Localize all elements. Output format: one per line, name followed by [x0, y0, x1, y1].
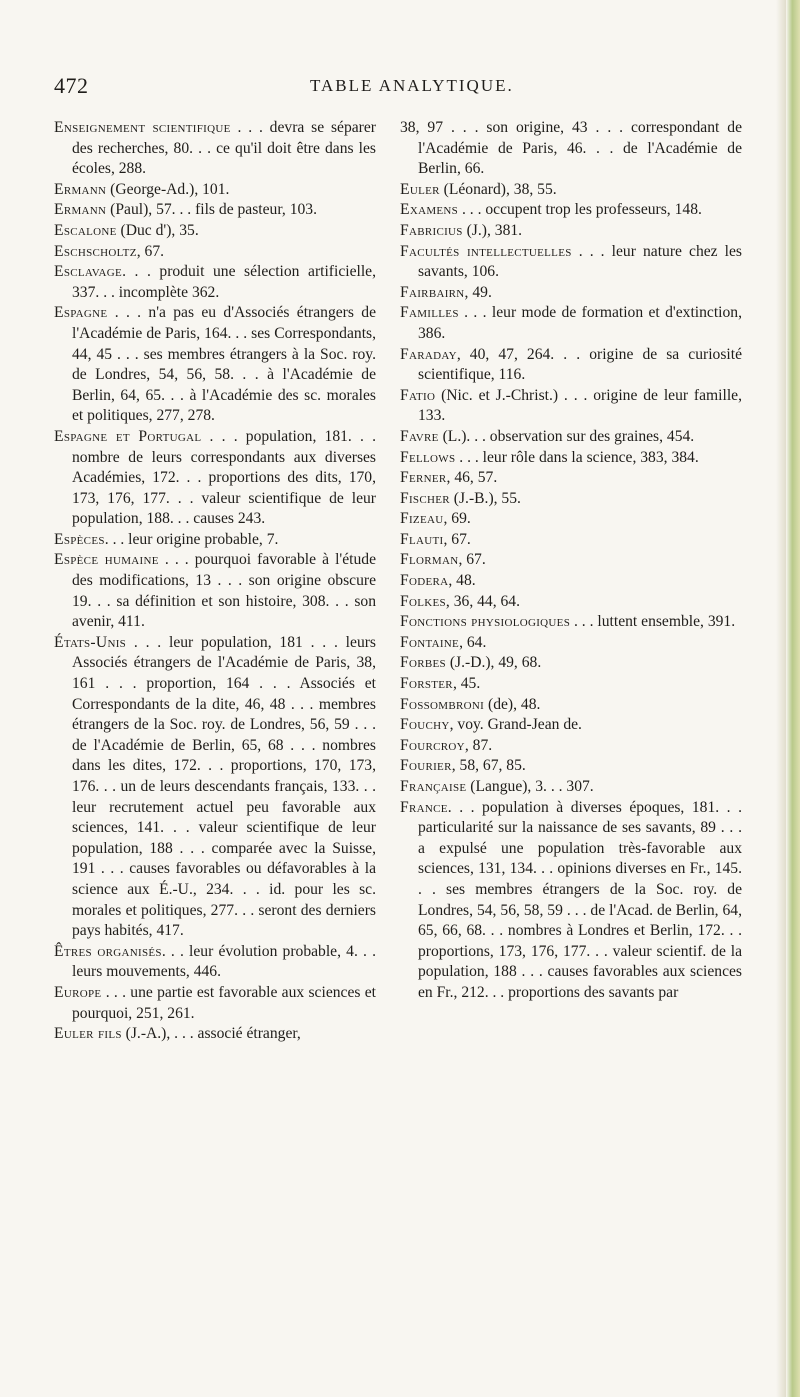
entry-text: (Léonard), 38, 55. [439, 180, 557, 198]
index-entry [400, 777, 742, 798]
index-entry [400, 180, 742, 201]
entry-text: (George-Ad.), 101. [106, 180, 230, 198]
entry-headword: Forbes [400, 654, 446, 672]
index-entry [400, 489, 742, 510]
index-entry [400, 448, 742, 469]
index-entry [400, 118, 742, 180]
index-entry [400, 695, 742, 716]
index-entry [400, 221, 742, 242]
index-entry [400, 530, 742, 551]
entry-headword: Fourcroy [400, 736, 465, 754]
index-entry [54, 262, 376, 303]
entry-headword: Familles [400, 304, 459, 322]
entry-text: , 67. [458, 551, 486, 569]
entry-headword: Êtres organisés [54, 942, 162, 960]
entry-headword: Esclavage [54, 263, 123, 281]
entry-text: . . . leur rôle dans la science, 383, 384. [455, 448, 699, 466]
index-entry [400, 736, 742, 757]
page-header [40, 73, 780, 103]
entry-headword: Euler [400, 180, 440, 198]
entry-text: . . . n'a pas eu d'Associés étrangers de l'Académie de Paris, 164. . . ses Correspondants, 44, 45 . . . ses membres étrangers à la Soc. roy. de Londres, 54, 56, 58. . . à l'Académie de Berlin, 64, 65. . . à l'Académie des sc. morales et politiques, 277, 278. [72, 304, 376, 425]
entry-text: 38, 97 . . . son origine, 43 . . . correspondant de l'Académie de Paris, 46. . . de l'Académie de Berlin, 66. [400, 119, 742, 178]
index-entry [54, 942, 376, 983]
entry-headword: Forster [400, 675, 453, 693]
page-edge [786, 0, 800, 1397]
entry-text: , 69. [443, 510, 471, 528]
entry-headword: Fabricius [400, 221, 463, 239]
entry-text: , 46, 57. [446, 469, 498, 487]
entry-text: , 48. [448, 572, 476, 590]
entry-headword: Fodera [400, 572, 449, 590]
entry-headword: Enseignement scientifique [54, 119, 231, 136]
entry-text: , voy. Grand-Jean de. [449, 716, 582, 734]
index-entry [400, 633, 742, 654]
entry-headword: Fossombroni [400, 695, 485, 713]
index-entry [400, 612, 742, 633]
index-entry [54, 221, 376, 242]
entry-text: . . . leur origine probable, 7. [104, 530, 279, 548]
entry-text: . . . leur nature chez les savants, 106. [418, 242, 742, 281]
index-entry [400, 674, 742, 695]
entry-headword: Examens [400, 201, 459, 219]
index-entry [400, 715, 742, 736]
entry-headword: Fischer [400, 489, 450, 507]
index-entry [400, 571, 742, 592]
entry-text: (J.-D.), 49, 68. [445, 654, 542, 672]
entry-text: (de), 48. [484, 695, 541, 713]
entry-text: . . . pourquoi favorable à l'étude des modifications, 13 . . . son origine obscure 19. . . sa définition et son histoire, 308. . . son avenir, 411. [72, 551, 377, 631]
entry-text: , 87. [464, 736, 493, 754]
entry-text: (Langue), 3. . . 307. [466, 778, 594, 795]
entry-text: (Paul), 57. . . fils de pasteur, 103. [106, 201, 318, 219]
running-head: TABLE ANALYTIQUE. [310, 76, 514, 95]
entry-headword: Fourier [400, 757, 452, 775]
entry-headword: Florman [400, 551, 459, 569]
entry-text: . . . une partie est favorable aux sciences et pourquoi, 251, 261. [72, 983, 376, 1022]
entry-text: . . . leur mode de formation et d'extinction, 386. [418, 304, 742, 342]
index-entry [400, 283, 742, 304]
entry-text: , 67. [136, 242, 165, 260]
entry-text: . . . occupent trop les professeurs, 148. [458, 201, 702, 219]
index-entry [54, 180, 376, 201]
entry-headword: Fatio [400, 386, 436, 404]
entry-headword: Escalone [54, 221, 117, 239]
entry-text: . . . leur population, 181 . . . leurs Associés étrangers de l'Académie de Paris, 38, 161 . . . proportion, 164 . . . Associés et Correspondants de la dite, 46, 48 . . . membres étrangers de la Soc. roy. de Londres, 56, 59 . . . de l'Académie de Berlin, 65, 68 . . . nombres dans les dites, 172. . . proportions, 170, 173, 176. . . un de leurs descendants français, 133. . . leur recrutement actuel peu favorable aux sciences, 141. . . valeur scientifique de leur population, 188 . . . comparée avec la Suisse, 191 . . . causes favorables ou défavorables à la science aux É.-U., 234. . . id. pour les sc. morales et politiques, 277. . . seront des derniers pays habités, 417. [72, 633, 376, 940]
entry-headword: Fellows [400, 448, 456, 466]
entry-text: (L.). . . observation sur des graines, 454. [438, 427, 695, 445]
page-number: 472 [54, 73, 89, 98]
index-entry [400, 756, 742, 777]
index-column-left [54, 118, 376, 1045]
index-entry [54, 200, 376, 221]
entry-text: , 36, 44, 64. [445, 592, 520, 610]
entry-text: (J.), 381. [462, 221, 523, 239]
entry-headword: Fontaine [400, 633, 460, 651]
entry-headword: Euler fils [54, 1025, 122, 1043]
index-entry [400, 345, 742, 386]
entry-headword: Espagne et Portugal [54, 427, 202, 445]
entry-headword: Folkes [400, 592, 446, 610]
index-entry [400, 386, 742, 427]
index-entry [400, 242, 742, 283]
entry-text: (J.-A.), . . . associé étranger, [121, 1025, 301, 1043]
index-entry [400, 303, 742, 344]
entry-headword: Faraday [400, 345, 457, 363]
entry-text: . . . population à diverses époques, 181. . . particularité sur la naissance de ses savants, 89 . . . a expulsé une population très-favorable aux sciences, 131, 134. . . opinions diverses en Fr., 145. . . ses membres étrangers de la Soc. roy. de Londres, 54, 56, 58, 59 . . . de l'Acad. de Berlin, 64, 65, 66, 68. . . nombres à Londres et Berlin, 172. . . proportions, 173, 176, 177. . . valeur scientif. de la population, 188 . . . causes favorables aux sciences en Fr., 212. . . proportions des savants par [418, 798, 742, 1001]
entry-headword: Fouchy [400, 716, 450, 734]
index-entry [400, 200, 742, 221]
entry-headword: Ferner [400, 469, 447, 487]
entry-text: , 40, 47, 264. . . origine de sa curiosité scientifique, 116. [418, 345, 742, 384]
entry-text: . . . luttent ensemble, 391. [570, 613, 736, 631]
index-entry [400, 509, 742, 530]
index-entry [54, 242, 376, 263]
index-entry [54, 530, 376, 551]
entry-text: . . . leur évolution probable, 4. . . leurs mouvements, 446. [72, 942, 376, 981]
entry-text: (Duc d'), 35. [116, 221, 199, 239]
entry-headword: France [400, 798, 448, 816]
index-entry [54, 550, 376, 632]
index-entry [400, 468, 742, 489]
entry-text: (J.-B.), 55. [449, 489, 521, 507]
index-entry [54, 303, 376, 427]
entry-text: , 45. [452, 675, 481, 693]
entry-text: (Nic. et J.-Christ.) . . . origine de leur famille, 133. [418, 386, 742, 425]
index-entry [54, 118, 376, 180]
entry-headword: Espèces [54, 530, 105, 548]
index-column-right [400, 118, 742, 1004]
entry-text: , 58, 67, 85. [451, 757, 526, 775]
entry-text: . . . produit une sélection artificielle, 337. . . incomplète 362. [72, 263, 376, 301]
entry-headword: Eschscholtz [54, 242, 137, 260]
index-entry [400, 592, 742, 613]
index-entry [400, 550, 742, 571]
entry-text: , 64. [459, 633, 487, 651]
entry-headword: Favre [400, 427, 439, 445]
entry-headword: États-Unis [54, 633, 127, 651]
index-entry [400, 653, 742, 674]
entry-headword: Française [400, 778, 467, 795]
index-entry [400, 427, 742, 448]
entry-text: , 67. [443, 530, 471, 548]
entry-headword: Facultés intellectuelles [400, 242, 572, 260]
entry-headword: Europe [54, 983, 102, 1001]
entry-headword: Fonctions physiologiques [400, 613, 571, 631]
index-entry [54, 427, 376, 530]
entry-headword: Flauti [400, 530, 444, 548]
entry-headword: Ermann [54, 180, 107, 198]
index-entry [54, 633, 376, 942]
entry-headword: Fairbairn [400, 283, 465, 301]
entry-text: . . . population, 181. . . nombre de leurs correspondants aux diverses Académies, 172. . . proportions des dits, 170, 173, 176, 177. . . valeur scientifique de leur population, 188. . . causes 243. [72, 427, 376, 528]
index-entry [400, 798, 742, 1004]
index-entry [54, 1024, 376, 1045]
index-entry [54, 983, 376, 1024]
page-edge-shadow [776, 0, 786, 1397]
entry-headword: Espagne [54, 304, 108, 322]
entry-headword: Fizeau [400, 510, 444, 528]
entry-headword: Ermann [54, 201, 107, 219]
entry-text: . . . devra se séparer des recherches, 80. . . ce qu'il doit être dans les écoles, 288. [72, 119, 376, 178]
entry-text: , 49. [464, 283, 492, 301]
entry-headword: Espèce humaine [54, 551, 159, 569]
